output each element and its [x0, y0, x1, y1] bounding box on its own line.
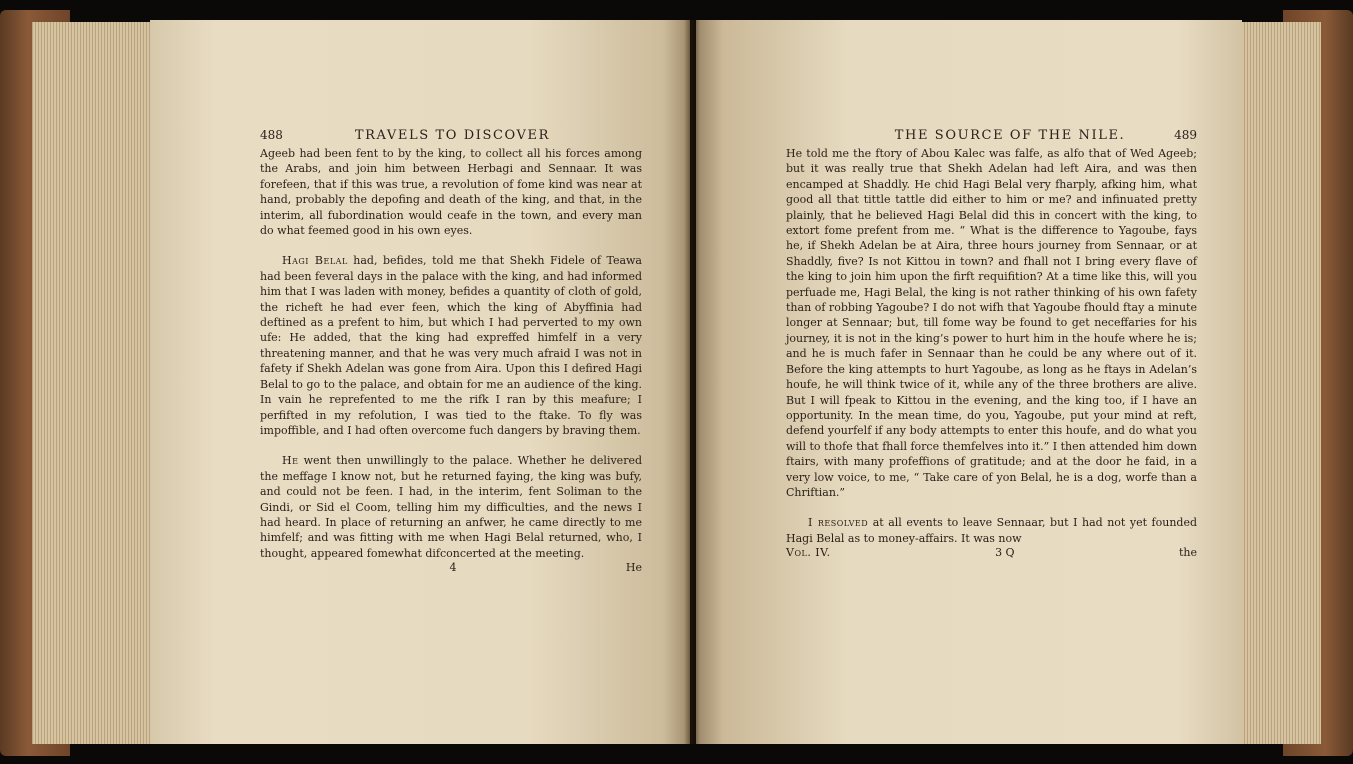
right-paragraph-1: He told me the ftory of Abou Kalec was falfe, as alfo that of Wed Ageeb; but it was really true that Shekh Adelan had left Aira, and was then encamped at Shaddly. He chid Hagi Belal very fharply, afking him, what good all that tittle tattle did either to him or me? and infinuated pretty plainly, that he believed Hagi Belal did this in concert with the king, to extort fome prefent from me. “ What is the difference to Yagoube, fays he, if Shekh Adelan be at Aira, three hours journey from Sennaar, or at Shaddly, five? Is not Kittou in town? and fhall not I bring every flave of the king to join him upon the firft requifition? At a time like this, will you perfuade me, Hagi Belal, the king is not rather thinking of his own fafety than of robbing Yagoube? I do not wifh that Yagoube fhould ftay a minute longer at Sennaar; but, till fome way be found to get neceffaries for his journey, it is not in the king’s power to hurt him in the houfe where he is; and he is much fafer in Sennaar than he could be any where out of it. Before the king attempts to hurt Yagoube, as long as he ftays in Adelan’s houfe, he will think twice of it, while any of the three brothers are alive. But I will fpeak to Kittou in the evening, and the king too, if I have an opportunity. In the mean time, do you, Yagoube, put your mind at reft, defend yourfelf if any body attempts to enter this houfe, and do what you will to thofe that fhall force themfelves into it.” I then attended him down ftairs, with many profeffions of gratitude; and at the door he faid, in a very low voice, to me, “ Take care of yon Belal, he is a dog, worfe than a Chriftian.”: [786, 147, 1197, 499]
left-running-head: [260, 128, 642, 146]
right-paragraph-2: I resolved at all events to leave Sennaar, but I had not yet founded Hagi Belal as to money-affairs. It was now: [786, 516, 1197, 545]
left-page-footer: [260, 561, 642, 575]
book-gutter: [684, 20, 700, 744]
right-page-footer: [786, 546, 1197, 560]
right-running-head: [786, 128, 1197, 146]
left-signature-mark: 4: [449, 561, 457, 575]
paragraph-lead: He: [282, 454, 299, 468]
left-paragraph-1: Ageeb had been fent to by the king, to collect all his forces among the Arabs, and join him between Herbagi and Sennaar. It was forefeen, that if this was true, a revolution of fome kind was near at hand, probably the depofing and death of the king, and that, in the interim, all fubordination would ceafe in the town, and every man do what feemed good in his own eyes.: [260, 147, 642, 238]
right-page: [696, 20, 1242, 744]
right-page-number: 489: [1174, 128, 1197, 142]
paragraph-lead: I resolved: [808, 516, 869, 530]
left-catchword: He: [625, 561, 642, 575]
right-running-title: THE SOURCE OF THE NILE.: [894, 128, 1126, 143]
left-paragraph-3: He went then unwillingly to the palace. Whether he delivered the meffage I know not, but he returned faying, the king was bufy, and could not be feen. I had, in the interim, fent Soliman to the Gindi, or Sid el Coom, telling him my difficulties, and the news I had heard. In place of returning an anfwer, he came directly to me himfelf; and was fitting with me when Hagi Belal returned, who, I thought, appeared fomewhat difconcerted at the meeting.: [260, 454, 643, 560]
right-signature-mark: 3 Q: [995, 546, 1015, 560]
left-page: [150, 20, 690, 744]
right-catchword: the: [1178, 546, 1197, 560]
left-page-number: 488: [260, 128, 283, 142]
volume-label: Vol. IV.: [786, 546, 831, 560]
left-running-title: TRAVELS TO DISCOVER: [354, 128, 551, 143]
left-paragraph-2: Hagi Belal had, befides, told me that Shekh Fidele of Teawa had been feveral days in the palace with the king, and had informed him that I was laden with money, befides a quantity of cloth of gold, the richeft he had ever feen, which the king of Abyffinia had deftined as a prefent to him, but which I had perverted to my own ufe: He added, that the king had expreffed himfelf in a very threatening manner, and that he was very much afraid I was not in fafety if Shekh Adelan was gone from Aira. Upon this I defired Hagi Belal to go to the palace, and obtain for me an audience of the king. In vain he reprefented to me the rifk I ran by this meafure; I perfifted in my refolution, I was tied to the ftake. To fly was impoffible, and I had often overcome fuch dangers by braving them.: [260, 254, 642, 437]
paragraph-lead: Hagi Belal: [282, 254, 348, 268]
page-edges-left: [32, 22, 154, 744]
